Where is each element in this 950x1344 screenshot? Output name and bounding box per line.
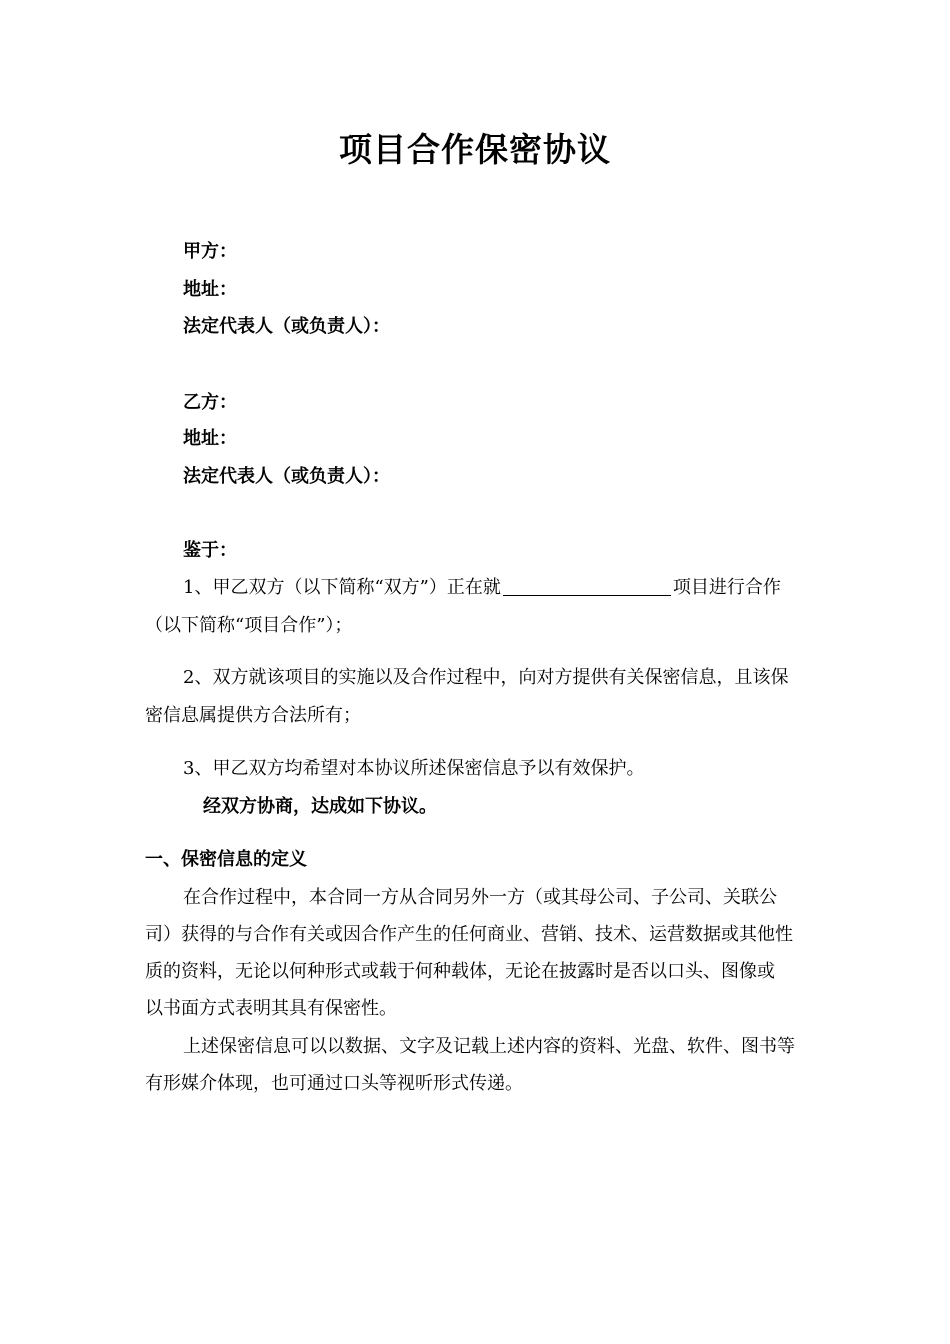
project-name-blank xyxy=(503,594,671,596)
whereas-item-1-text-a: 1、甲乙双方（以下简称“双方”）正在就 xyxy=(183,577,501,598)
whereas-heading: 鉴于： xyxy=(183,540,237,561)
document-title: 项目合作保密协议 xyxy=(339,130,611,169)
party-b-rep-label: 法定代表人（或负责人）： xyxy=(183,466,390,487)
section-1-para-2-line-1: 上述保密信息可以以数据、文字及记载上述内容的资料、光盘、软件、图书等 xyxy=(183,1036,795,1057)
whereas-item-1 xyxy=(183,574,843,602)
whereas-item-2-line-2: 密信息属提供方合法所有； xyxy=(145,705,361,726)
whereas-item-3: 3、甲乙双方均希望对本协议所述保密信息予以有效保护。 xyxy=(183,758,645,779)
section-1-para-2-line-2: 有形媒介体现，也可通过口头等视听形式传递。 xyxy=(145,1073,523,1094)
section-1-para-1-line-4: 以书面方式表明其具有保密性。 xyxy=(145,998,397,1019)
whereas-item-1-line-2: （以下简称“项目合作”）； xyxy=(145,615,353,636)
section-1-para-1-line-3: 质的资料，无论以何种形式或载于何种载体，无论在披露时是否以口头、图像或 xyxy=(145,961,775,982)
party-a-address-label: 地址： xyxy=(183,279,237,300)
party-b-address-label: 地址： xyxy=(183,428,237,449)
section-1-para-1-line-2: 司）获得的与合作有关或因合作产生的任何商业、营销、技术、运营数据或其他性 xyxy=(145,924,793,945)
whereas-item-2-line-1: 2、双方就该项目的实施以及合作过程中，向对方提供有关保密信息，且该保 xyxy=(183,667,789,688)
party-a-rep-label: 法定代表人（或负责人）： xyxy=(183,316,390,337)
agreement-statement: 经双方协商，达成如下协议。 xyxy=(203,796,437,817)
section-1-para-1-line-1: 在合作过程中，本合同一方从合同另外一方（或其母公司、子公司、关联公 xyxy=(183,887,777,908)
party-b-name-label: 乙方： xyxy=(183,392,237,413)
section-1-heading: 一、保密信息的定义 xyxy=(145,849,307,870)
party-a-name-label: 甲方： xyxy=(183,241,237,262)
whereas-item-1-text-b: 项目进行合作 xyxy=(672,577,781,598)
